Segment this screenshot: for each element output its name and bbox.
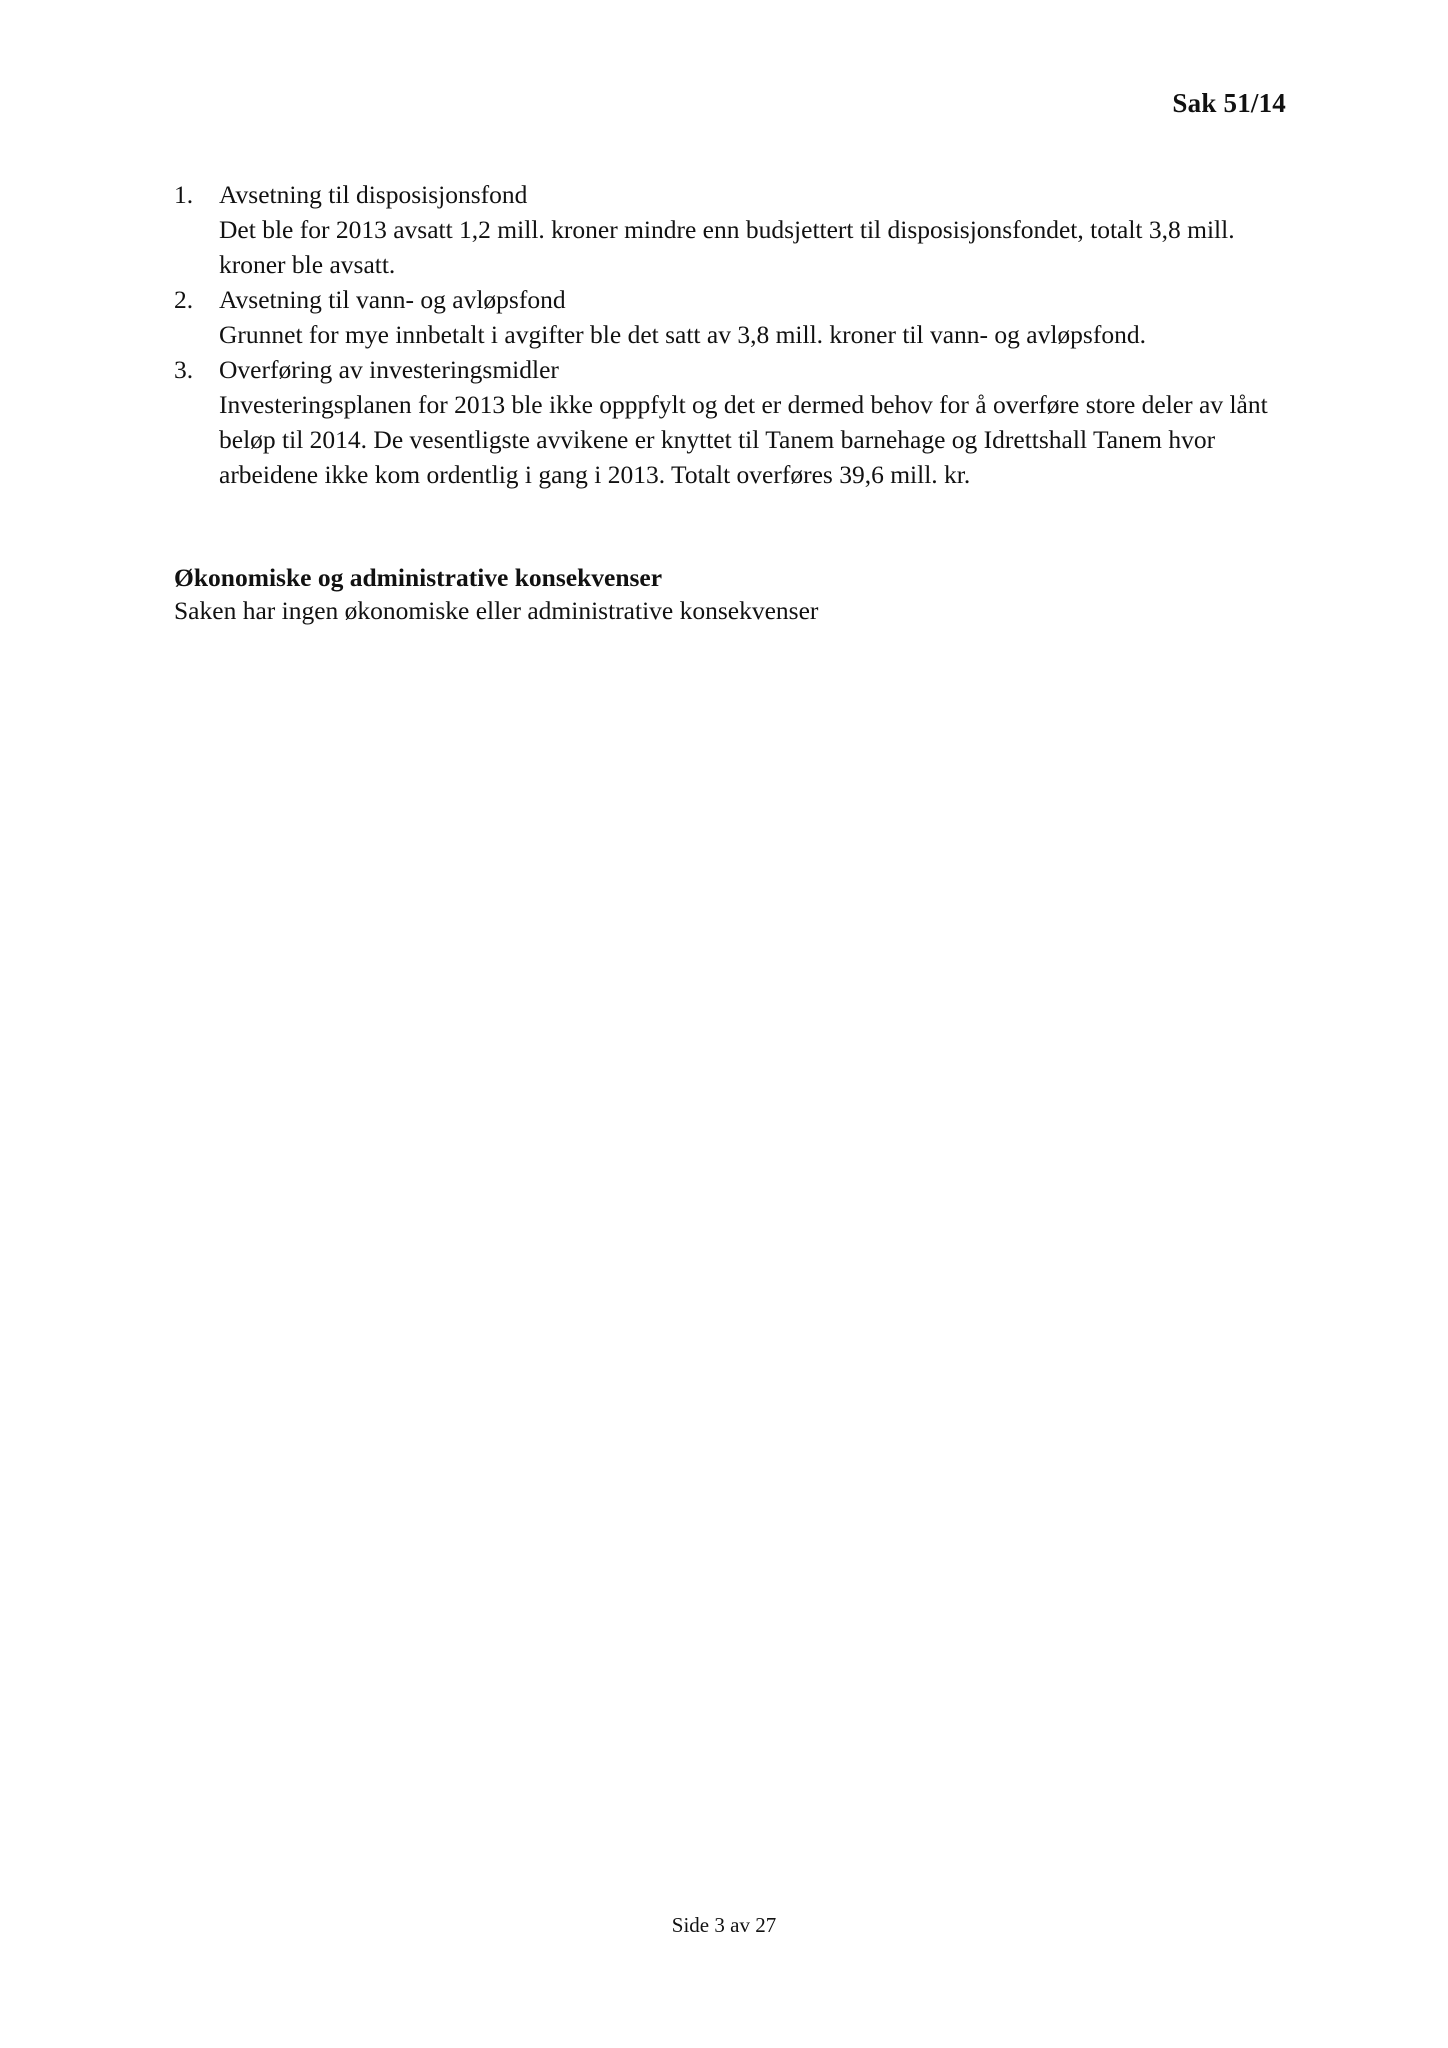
list-item-body: Grunnet for mye innbetalt i avgifter ble det satt av 3,8 mill. kroner til vann- og avløpsfond. xyxy=(219,320,1146,349)
numbered-list xyxy=(174,177,1294,492)
list-item-body: Investeringsplanen for 2013 ble ikke opppfylt og det er dermed behov for å overføre store deler av lånt beløp til 2014. De vesentligste avvikene er knyttet til Tanem barnehage og Idrettshall Tanem hvor arbeidene ikke kom ordentlig i gang i 2013. Totalt overføres 39,6 mill. kr. xyxy=(219,390,1268,489)
list-item xyxy=(174,177,1294,282)
list-item-body: Det ble for 2013 avsatt 1,2 mill. kroner mindre enn budsjettert til disposisjonsfondet, totalt 3,8 mill. kroner ble avsatt. xyxy=(219,215,1235,279)
list-item xyxy=(174,282,1294,352)
list-item-heading: Avsetning til disposisjonsfond xyxy=(219,180,528,209)
consequences-section xyxy=(174,561,1294,627)
section-body: Saken har ingen økonomiske eller administrative konsekvenser xyxy=(174,596,819,625)
list-item-heading: Avsetning til vann- og avløpsfond xyxy=(219,285,566,314)
list-item-number: 2. xyxy=(174,285,194,314)
page-number: Side 3 av 27 xyxy=(671,1913,777,1937)
case-number: Sak 51/14 xyxy=(1172,88,1286,118)
section-heading: Økonomiske og administrative konsekvenser xyxy=(174,563,663,592)
list-item-number: 1. xyxy=(174,180,194,209)
list-item-number: 3. xyxy=(174,355,194,384)
list-item-heading: Overføring av investeringsmidler xyxy=(219,355,559,384)
list-item xyxy=(174,352,1294,492)
